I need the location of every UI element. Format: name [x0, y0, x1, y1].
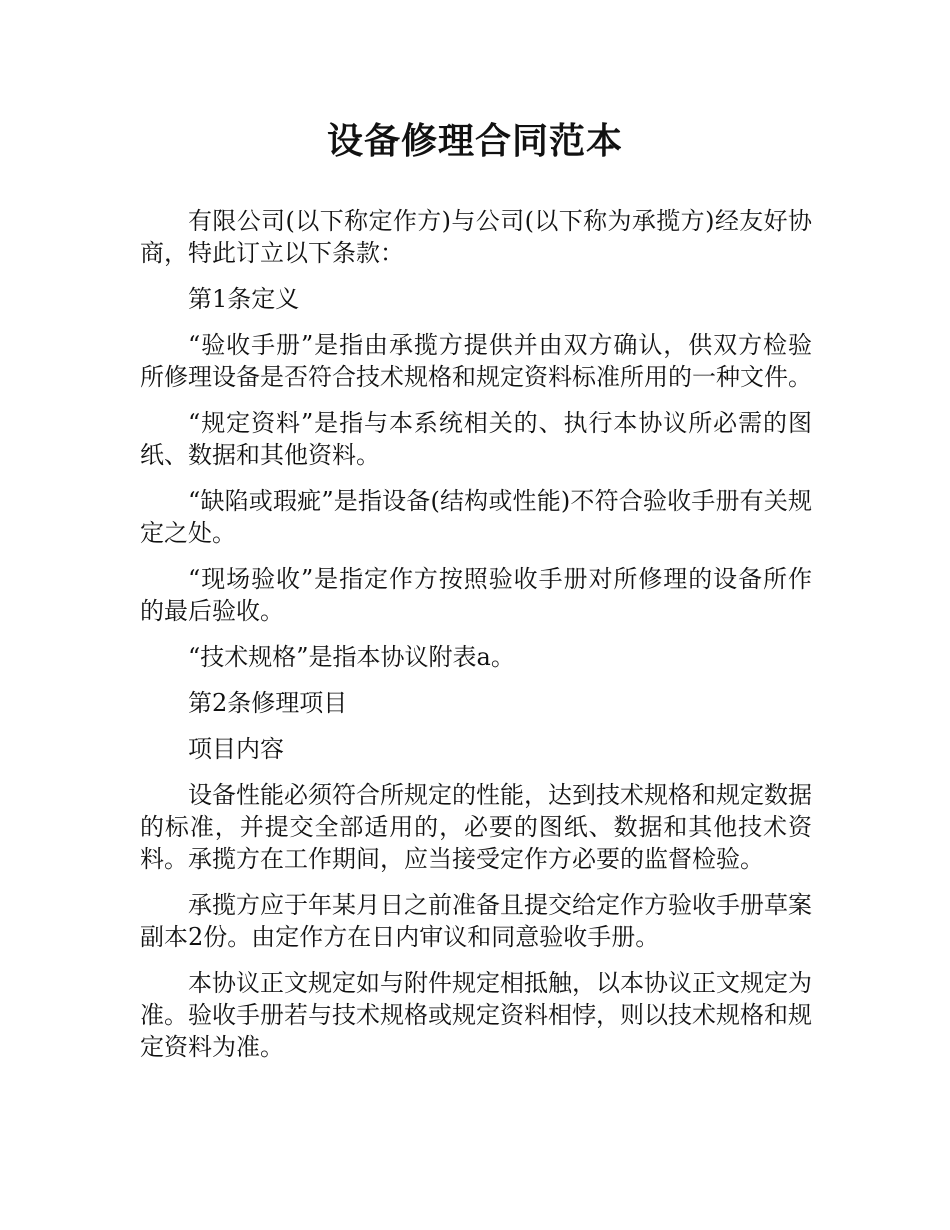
paragraph-precedence: 本协议正文规定如与附件规定相抵触，以本协议正文规定为准。验收手册若与技术规格或规定资料相悖，则以技术规格和规定资料为准。: [140, 969, 812, 1061]
section-heading-1: 第1条定义: [188, 285, 300, 313]
paragraph-definition-defect: “缺陷或瑕疵”是指设备(结构或性能)不符合验收手册有关规定之处。: [140, 487, 812, 547]
paragraph-definition-site-acceptance: “现场验收”是指定作方按照验收手册对所修理的设备所作的最后验收。: [140, 565, 812, 625]
subheading-project-content: 项目内容: [188, 735, 284, 763]
section-heading-2: 第2条修理项目: [188, 689, 348, 717]
paragraph-intro: 有限公司(以下称定作方)与公司(以下称为承揽方)经友好协商，特此订立以下条款：: [140, 207, 812, 267]
paragraph-performance: 设备性能必须符合所规定的性能，达到技术规格和规定数据的标准，并提交全部适用的，必要的图纸、数据和其他技术资料。承揽方在工作期间，应当接受定作方必要的监督检验。: [140, 781, 812, 873]
paragraph-manual-draft: 承揽方应于年某月日之前准备且提交给定作方验收手册草案副本2份。由定作方在日内审议和同意验收手册。: [140, 891, 812, 951]
document-body: [140, 205, 812, 1077]
paragraph-definition-technical-spec: “技术规格”是指本协议附表a。: [188, 643, 515, 671]
page-title: 设备修理合同范本: [326, 121, 623, 162]
paragraph-definition-specified-data: “规定资料”是指与本系统相关的、执行本协议所必需的图纸、数据和其他资料。: [140, 409, 812, 469]
paragraph-definition-acceptance-manual: “验收手册”是指由承揽方提供并由双方确认，供双方检验所修理设备是否符合技术规格和规定资料标准所用的一种文件。: [140, 331, 812, 391]
